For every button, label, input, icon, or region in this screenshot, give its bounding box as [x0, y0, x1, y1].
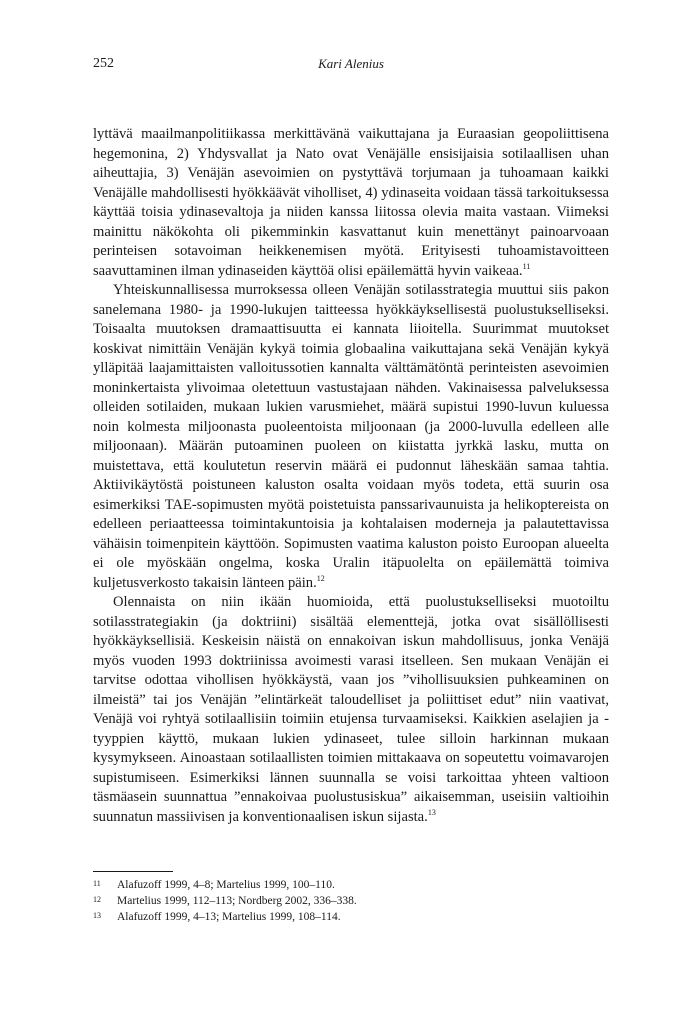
- footnotes: [93, 877, 609, 925]
- footnote-number: 13: [93, 911, 101, 920]
- paragraph-2-text: Yhteiskunnallisessa murroksessa olleen Venäjän sotilasstrategia muuttui siis pakon sanelemana 1980- ja 1990-lukujen taitteessa hyökkäyksellisestä puolustukselliseksi. Toisaalta muutoksen dramaattisuutta ei kannata liioitella. Suurimmat muutokset koskivat nimittäin Venäjän kykyä toimia globaalina vaikuttajana sekä Venäjän kykyä ylläpitää laajamittaisten valloitussotien kannalta välttämätöntä perinteisten asevoimien moninkertaista ylivoimaa oletettuun vastustajaan nähden. Vakinaisessa palveluksessa olleiden sotilaiden, mukaan lukien varusmiehet, määrä supistui 1990-luvun kuluessa noin kolmesta miljoonasta puoleentoista miljoonaan (ja 2000-luvulla edelleen alle miljoonaan). Määrän putoaminen puoleen on kiistatta jyrkkä lasku, mutta on muistettava, että koulutetun reservin määrä ei pudonnut läheskään samaa tahtia. Aktiivikäytöstä poistuneen kaluston osalta voidaan myös todeta, että suurin osa esimerkiksi TAE-sopimusten myötä poistetuista panssarivaunuista ja helikoptereista on edelleen periaatteessa toimintakuntoisia ja kohtalaisen moderneja ja palautettavissa vähäisin toimenpitein käyttöön. Sopimusten vaatima kaluston poisto Euroopan alueelta ei ole myöskään ongelma, koska Uralin itäpuolelta on epäilemättä toimiva kuljetusverkosto takaisin länteen päin.: [93, 282, 609, 591]
- footnote-divider: [93, 871, 173, 872]
- paragraph-3: [93, 593, 609, 827]
- body-text: [93, 125, 609, 827]
- footnote-text: Alafuzoff 1999, 4–13; Martelius 1999, 108–114.: [117, 911, 341, 923]
- footnote-13: [93, 909, 609, 925]
- running-head: Kari Alenius: [318, 56, 384, 71]
- paragraph-2: [93, 281, 609, 593]
- footnote-number: 12: [93, 895, 101, 904]
- paragraph-1-text: lyttävä maailmanpolitiikassa merkittävänä vaikuttajana ja Euraasian geopoliittisena hegemonina, 2) Yhdysvallat ja Nato ovat Venäjälle ensisijaisia sotilaallisen uhan aiheuttajia, 3) Venäjän asevoimien on pystyttävä torjumaan ja tuhoamaan kaikki Venäjälle mahdollisesti hyökkäävät viholliset, 4) ydinaseita voidaan tässä tarkoituksessa käyttää toisia ydinasevaltoja ja niiden kanssa liitossa olevia maita vastaan. Viimeksi mainittu näkökohta oli pikemminkin kasvattanut kuin menettänyt painoarvoaan perinteisen sotavoiman heikkenemisen myötä. Erityisesti tuhoamistavoitteen saavuttaminen ilman ydinaseiden käyttöä olisi epäilemättä hyvin vaikeaa.: [93, 126, 609, 279]
- footnote-11: [93, 877, 609, 893]
- footnote-ref-12[interactable]: 12: [316, 573, 325, 583]
- footnote-12: [93, 893, 609, 909]
- paragraph-1: [93, 125, 609, 281]
- footnote-ref-13[interactable]: 13: [427, 807, 436, 817]
- paragraph-3-text: Olennaista on niin ikään huomioida, että puolustukselliseksi muotoiltu sotilasstrategiakin (ja doktriini) sisältää elementtejä, jotka ovat sisällöllisesti hyökkäyksellisiä. Keskeisin näistä on ennakoivan iskun mahdollisuus, jonka Venäjä myös vuoden 1993 doktriinissa avoimesti varasi itselleen. Sen mukaan Venäjän ei tarvitse odottaa vihollisen hyökkäystä, vaan jos ”vihollisuuksien puhkeaminen on ilmeistä” tai jos Venäjän ”elintärkeät taloudelliset ja poliittiset edut” niin vaativat, Venäjä voi ryhtyä sotilaallisiin toimiin etujensa turvaamiseksi. Kaikkien aselajien ja -tyyppien käyttö, mukaan lukien ydinaseet, tulee silloin harkinnan mukaan kysymykseen. Ainoastaan sotilaallisten toimien mittakaava on sopeutettu voimavarojen supistumiseen. Esimerkiksi lännen suunnalla se voisi tarkoittaa yhteen valtioon täsmäasein suunnattua ”ennakoivaa puolustusiskua” aikaisemman, useisiin valtioihin suunnatun massiivisen ja konventionaalisen iskun sijasta.: [93, 594, 609, 825]
- footnote-number: 11: [93, 879, 101, 888]
- footnote-text: Alafuzoff 1999, 4–8; Martelius 1999, 100–110.: [117, 879, 335, 891]
- footnote-text: Martelius 1999, 112–113; Nordberg 2002, 336–338.: [117, 895, 357, 907]
- page-number: 252: [93, 56, 114, 71]
- footnote-ref-11[interactable]: 11: [522, 261, 531, 271]
- page-header: [93, 56, 609, 76]
